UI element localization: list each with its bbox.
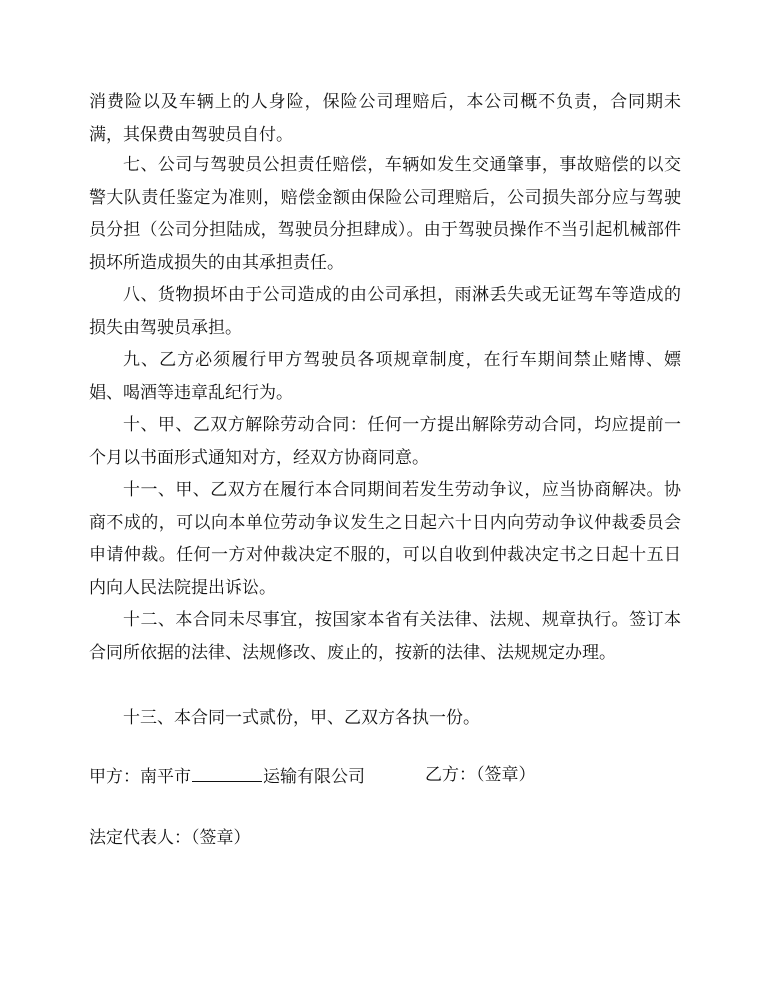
paragraph-clause-13: 十三、本合同一式贰份，甲、乙双方各执一份。 bbox=[123, 708, 480, 728]
party-a-signature-line bbox=[89, 763, 365, 789]
legal-representative-signature: 法定代表人：（签章） bbox=[89, 828, 251, 848]
paragraph-clause-12: 十二、本合同未尽事宜，按国家本省有关法律、法规、规章执行。签订本合同所依据的法律、法规修改、废止的，按新的法律、法规规定办理。 bbox=[89, 610, 681, 663]
party-a-prefix: 甲方：南平市 bbox=[89, 767, 191, 787]
paragraph-clause-10: 十、甲、乙双方解除劳动合同：任何一方提出解除劳动合同，均应提前一个月以书面形式通知对方，经双方协商同意。 bbox=[89, 415, 681, 468]
paragraph-clause-9: 九、乙方必须履行甲方驾驶员各项规章制度，在行车期间禁止赌博、嫖娼、喝酒等违章乱纪行为。 bbox=[89, 350, 681, 403]
paragraph-clause-8: 八、货物损坏由于公司造成的由公司承担，雨淋丢失或无证驾车等造成的损失由驾驶员承担。 bbox=[89, 285, 681, 338]
paragraph-insurance-clause-end: 消费险以及车辆上的人身险，保险公司理赔后，本公司概不负责，合同期未满，其保费由驾驶员自付。 bbox=[89, 92, 681, 145]
company-name-blank bbox=[192, 763, 262, 782]
party-b-signature: 乙方：（签章） bbox=[425, 765, 536, 785]
paragraph-clause-7: 七、公司与驾驶员公担责任赔偿，车辆如发生交通肇事，事故赔偿的以交警大队责任鉴定为准则，赔偿金额由保险公司理赔后，公司损失部分应与驾驶员分担（公司分担陆成，驾驶员分担肆成）。由于驾驶员操作不当引起机械部件损坏所造成损失的由其承担责任。 bbox=[89, 155, 681, 273]
party-a-suffix: 运输有限公司 bbox=[263, 767, 365, 787]
paragraph-clause-11: 十一、甲、乙双方在履行本合同期间若发生劳动争议，应当协商解决。协商不成的，可以向本单位劳动争议发生之日起六十日内向劳动争议仲裁委员会申请仲裁。任何一方对仲裁决定不服的，可以自收到仲裁决定书之日起十五日内向人民法院提出诉讼。 bbox=[89, 480, 681, 598]
